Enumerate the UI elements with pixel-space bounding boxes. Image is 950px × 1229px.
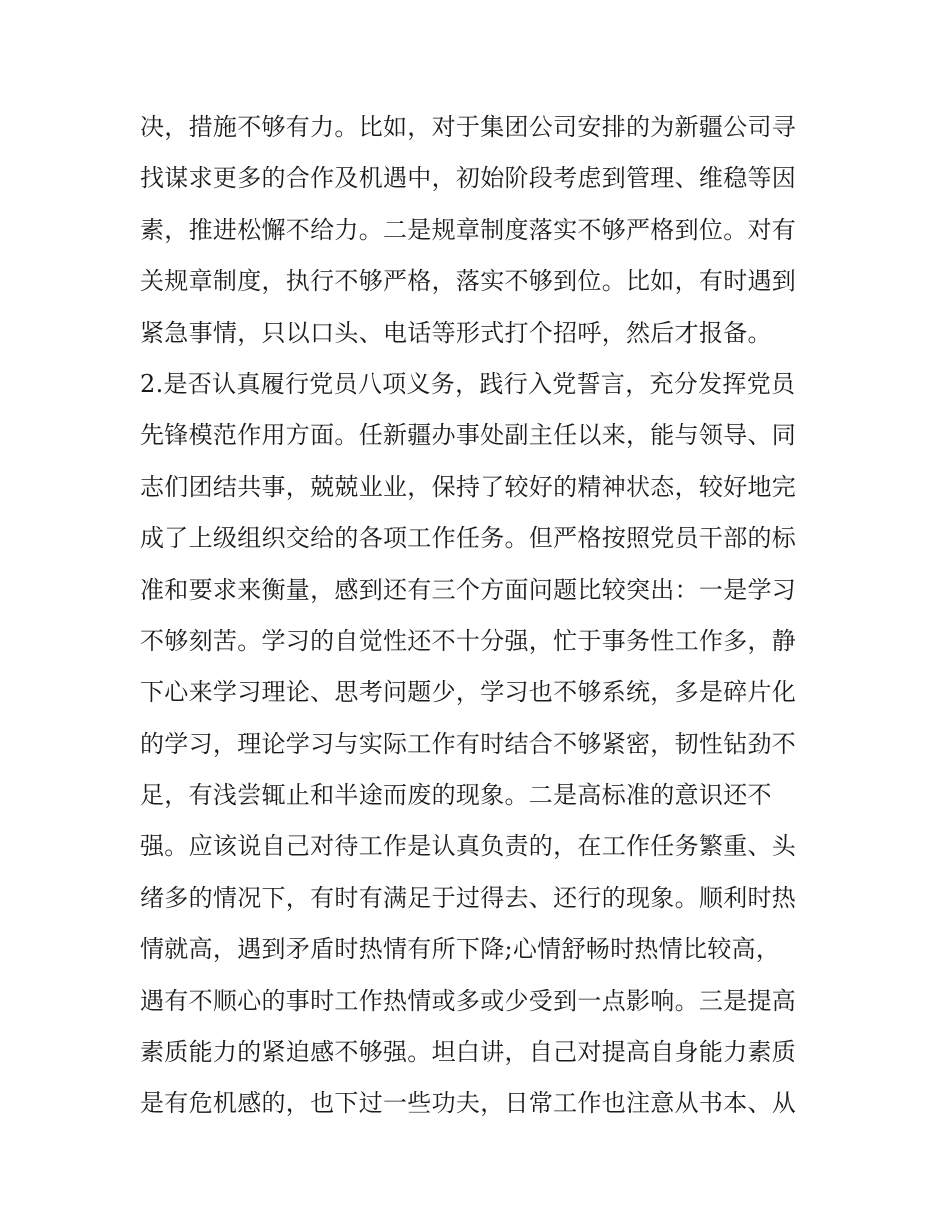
text-line: 关规章制度，执行不够严格，落实不够到位。比如，有时遇到 (140, 267, 797, 296)
text-line: 决，措施不够有力。比如，对于集团公司安排的为新疆公司寻 (140, 113, 797, 141)
text-line: 遇有不顺心的事时工作热情或多或少受到一点影响。三是提高 (140, 986, 797, 1015)
text-line: 素，推进松懈不给力。二是规章制度落实不够严格到位。对有 (140, 215, 797, 244)
body-text (140, 102, 820, 1130)
text-line: 准和要求来衡量，感到还有三个方面问题比较突出：一是学习 (140, 575, 797, 604)
text-line: 绪多的情况下，有时有满足于过得去、还行的现象。顺利时热 (140, 883, 797, 912)
text-line: 先锋模范作用方面。任新疆办事处副主任以来，能与领导、同 (140, 421, 797, 450)
text-line: 足，有浅尝辄止和半途而废的现象。二是高标准的意识还不 (140, 781, 772, 810)
text-line: 找谋求更多的合作及机遇中，初始阶段考虑到管理、维稳等因 (140, 164, 797, 193)
text-line: 紧急事情，只以口头、电话等形式打个招呼，然后才报备。 (140, 318, 772, 347)
text-line: 是有危机感的，也下过一些功夫，日常工作也注意从书本、从 (140, 1089, 797, 1118)
text-line: 素质能力的紧迫感不够强。坦白讲，自己对提高自身能力素质 (140, 1038, 797, 1067)
text-line: 情就高，遇到矛盾时热情有所下降;心情舒畅时热情比较高， (140, 935, 781, 964)
text-line: 强。应该说自己对待工作是认真负责的，在工作任务繁重、头 (140, 832, 797, 861)
text-line: 2.是否认真履行党员八项义务，践行入党誓言，充分发挥党员 (140, 369, 796, 398)
text-line: 不够刻苦。学习的自觉性还不十分强，忙于事务性工作多，静 (140, 626, 797, 655)
text-line: 志们团结共事，兢兢业业，保持了较好的精神状态，较好地完 (140, 472, 797, 501)
text-line: 成了上级组织交给的各项工作任务。但严格按照党员干部的标 (140, 524, 797, 553)
text-line: 的学习，理论学习与实际工作有时结合不够紧密，韧性钻劲不 (140, 729, 797, 758)
text-line: 下心来学习理论、思考问题少，学习也不够系统，多是碎片化 (140, 678, 797, 707)
